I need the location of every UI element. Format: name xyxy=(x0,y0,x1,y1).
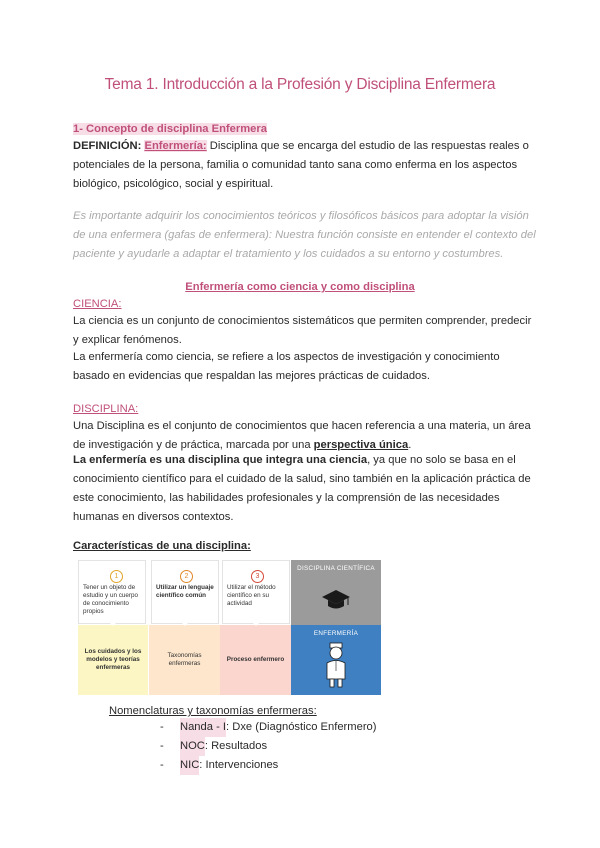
number-3-icon: 3 xyxy=(251,570,264,583)
list-item: - NIC : Intervenciones xyxy=(160,756,377,775)
characteristics-heading: Características de una disciplina: xyxy=(73,540,251,552)
note-paragraph: Es importante adquirir los conocimientos teóricos y filosóficos básicos para adoptar la visión de una enfermera (gafas de enfermera): Nuestra función consiste en entender el contexto del paciente y ayudarle a adaptar el tratamiento y los cuidados a su entorno y costumbres. xyxy=(73,210,536,260)
card-notch xyxy=(107,620,119,626)
panel-enfermeria: ENFERMERÍA xyxy=(291,625,381,695)
card-notch xyxy=(250,620,262,626)
card-metodo-cientifico: 3 Utilizar el método científico en su actividad xyxy=(222,560,290,624)
disciplina-paragraph-1: Una Disciplina es el conjunto de conocimientos que hacen referencia a una materia, un área de investigación y de práctica, marcada por una perspectiva única. xyxy=(73,420,531,451)
page-title: Tema 1. Introducción a la Profesión y Disciplina Enfermera xyxy=(104,76,496,93)
number-1-icon: 1 xyxy=(110,570,123,583)
card-cuidados-modelos: Los cuidados y los modelos y teorías enfermeras xyxy=(78,625,148,695)
panel-disciplina-cientifica: DISCIPLINA CIENTÍFICA xyxy=(291,560,381,625)
section-heading-ciencia-disciplina: Enfermería como ciencia y como disciplina xyxy=(185,281,415,293)
nomenclature-heading: Nomenclaturas y taxonomías enfermeras: xyxy=(109,705,317,717)
card-objeto-estudio: 1 Tener un objeto de estudio y un cuerpo de conocimiento propios xyxy=(78,560,146,624)
disciplina-paragraph-2: La enfermería es una disciplina que integra una ciencia, ya que no solo se basa en el conocimiento científico para el cuidado de la salud, sino también en la aplicación práctica de este conocimiento, las habilidades profesionales y la comprensión de las necesidades humanas en diversos contextos. xyxy=(73,454,531,523)
ciencia-paragraph-2: La enfermería como ciencia, se refiere a los aspectos de investigación y conocimiento basado en evidencias que respaldan las mejores prácticas de cuidados. xyxy=(73,351,500,382)
definition-text: Disciplina que se encarga del estudio de las respuestas reales o potenciales de la persona, familia o comunidad tanto sana como enferma en los aspectos biológico, psicológico, social y espiritual. xyxy=(73,140,529,190)
card-lenguaje-cientifico: 2 Utilizar un lenguaje científico común xyxy=(151,560,219,624)
section-heading-concepto: 1- Concepto de disciplina Enfermera xyxy=(73,123,267,135)
definition-label: DEFINICIÓN: xyxy=(73,140,142,152)
nomenclature-list xyxy=(160,718,377,775)
card-taxonomias: Taxonomías enfermeras xyxy=(149,625,220,695)
perspectiva-unica: perspectiva única xyxy=(313,439,409,451)
disciplina-label: DISCIPLINA: xyxy=(73,403,139,415)
list-item: - Nanda - I : Dxe (Diagnóstico Enfermero) xyxy=(160,718,377,737)
graduation-cap-icon xyxy=(321,588,351,612)
ciencia-label: CIENCIA: xyxy=(73,298,122,310)
card-notch xyxy=(179,620,191,626)
term-enfermeria: Enfermería: xyxy=(144,140,207,152)
card-proceso-enfermero: Proceso enfermero xyxy=(220,625,291,695)
list-item: - NOC : Resultados xyxy=(160,737,377,756)
number-2-icon: 2 xyxy=(180,570,193,583)
characteristics-diagram xyxy=(73,555,381,697)
nurse-icon xyxy=(321,641,351,689)
definition-paragraph xyxy=(73,137,538,194)
ciencia-paragraph-1: La ciencia es un conjunto de conocimientos sistemáticos que permiten comprender, predecir y explicar fenómenos. xyxy=(73,315,532,346)
